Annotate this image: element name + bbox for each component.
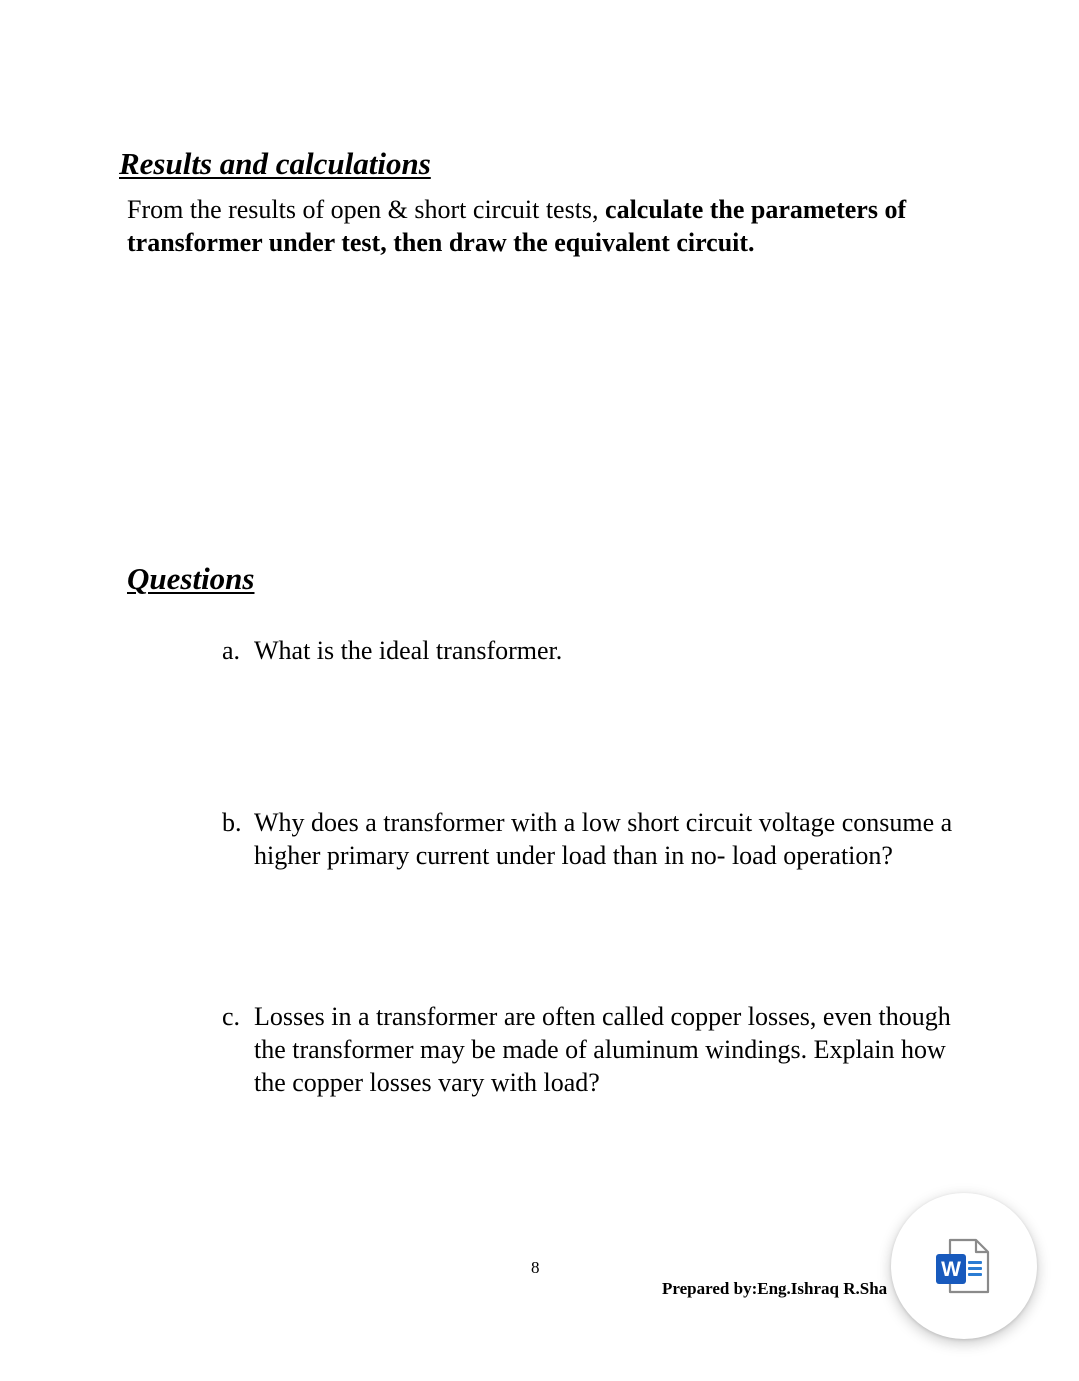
question-b-text: Why does a transformer with a low short circuit voltage consume a higher primary current under load than in no- load operation? xyxy=(254,808,953,870)
intro-plain-text: From the results of open & short circuit tests, xyxy=(127,195,606,224)
results-intro xyxy=(127,193,977,259)
footer-credit: Prepared by:Eng.Ishraq R.Sha xyxy=(662,1279,888,1298)
results-heading: Results and calculations xyxy=(119,146,431,181)
question-a-text: What is the ideal transformer. xyxy=(254,636,563,665)
word-letter: W xyxy=(941,1258,961,1281)
question-c-marker: c. xyxy=(222,1002,241,1031)
word-document-icon xyxy=(932,1234,996,1298)
question-b xyxy=(222,806,962,872)
questions-heading: Questions xyxy=(127,561,255,596)
question-c xyxy=(222,1000,962,1099)
intro-bold-text: calculate the parameters of transformer under test, then draw the equivalent circuit. xyxy=(127,195,907,257)
question-c-text: Losses in a transformer are often called copper losses, even though the transformer may be made of aluminum windings. Explain how the copper losses vary with load? xyxy=(254,1002,951,1097)
page-number: 8 xyxy=(531,1258,540,1277)
question-a-marker: a. xyxy=(222,636,241,665)
question-b-marker: b. xyxy=(222,808,242,837)
open-in-word-button[interactable] xyxy=(891,1193,1037,1339)
question-a xyxy=(222,634,962,667)
